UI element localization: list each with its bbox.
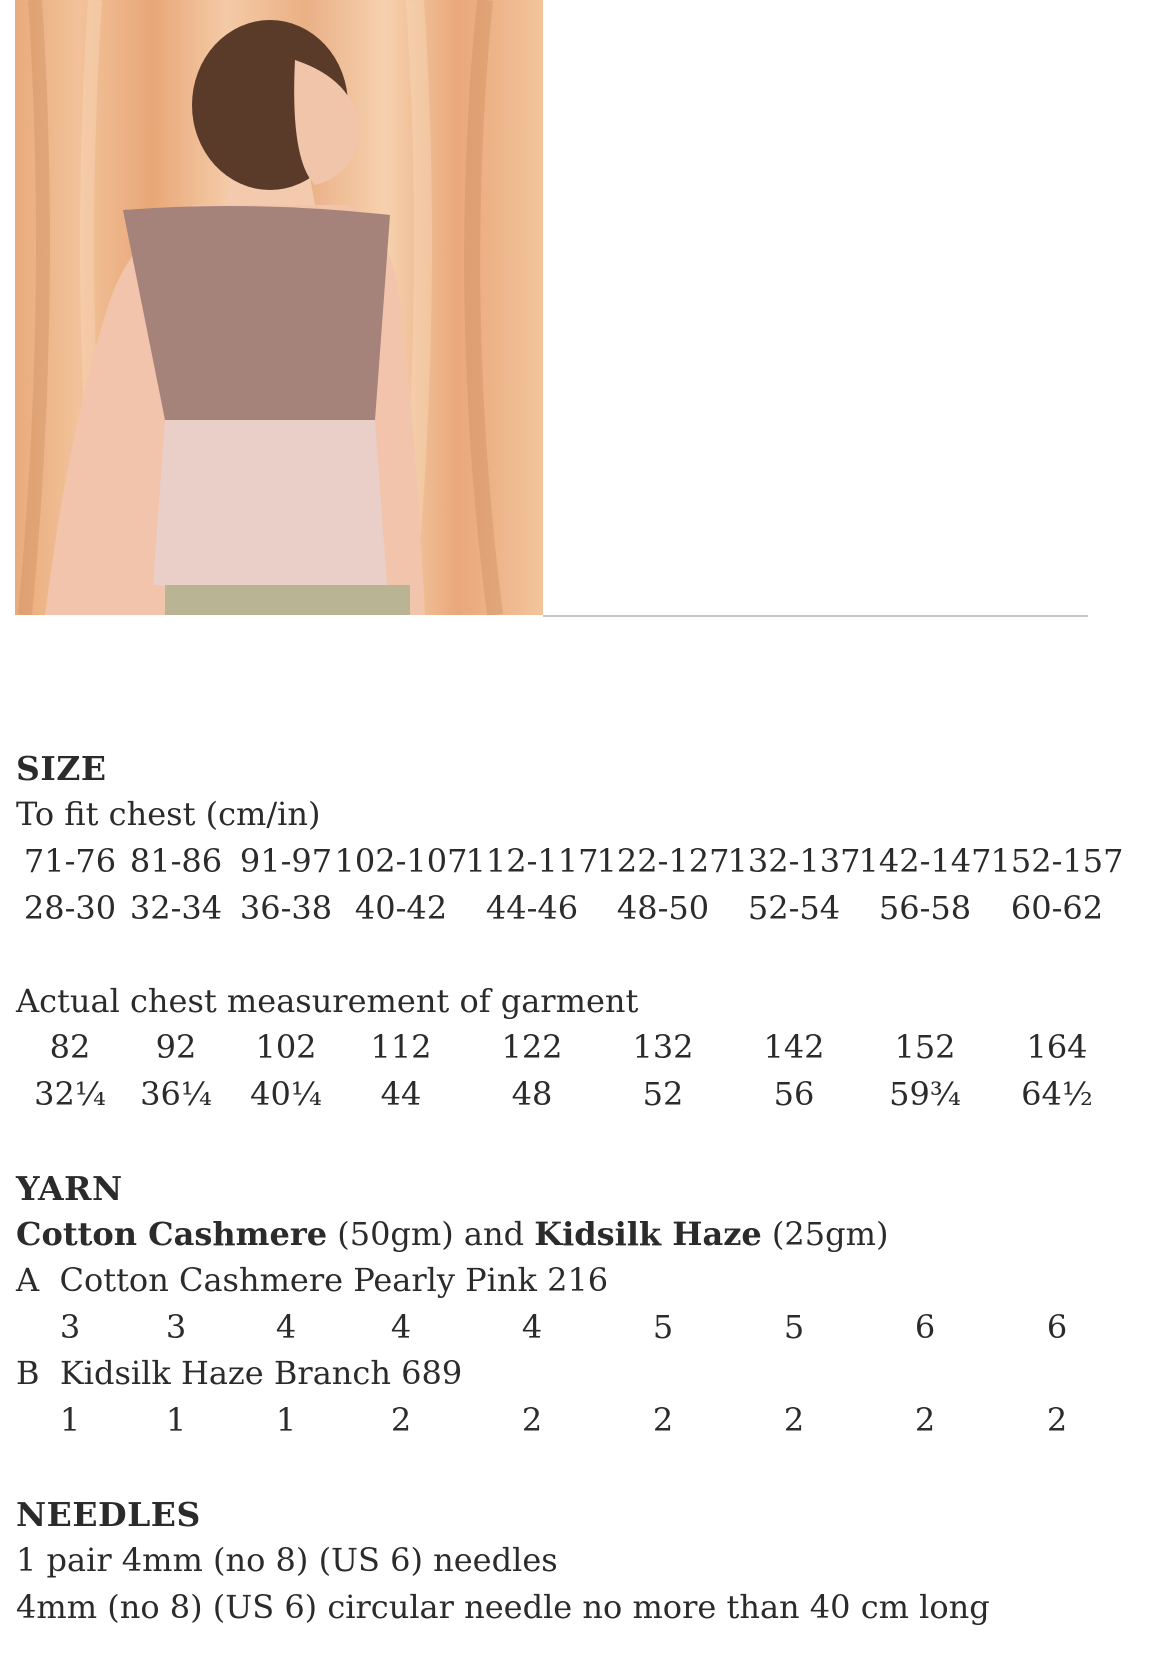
actual-in-9: 64½ xyxy=(1021,1075,1093,1113)
actual-in-2: 36¼ xyxy=(140,1075,212,1113)
actual-in-7: 56 xyxy=(773,1075,815,1113)
size-cm-5: 112-117 xyxy=(465,842,599,880)
actual-in-5: 48 xyxy=(511,1075,553,1113)
face-shape xyxy=(294,60,360,185)
size-cm-7: 132-137 xyxy=(727,842,861,880)
size-heading: SIZE xyxy=(16,749,107,788)
trousers-shape xyxy=(165,585,410,615)
yarn-a-count-7: 5 xyxy=(783,1308,805,1346)
actual-in-3: 40¼ xyxy=(250,1075,322,1113)
yarn-b-count-6: 2 xyxy=(652,1401,674,1439)
size-in-6: 48-50 xyxy=(616,889,710,927)
size-cm-row xyxy=(0,842,1158,885)
needles-line-2: 4mm (no 8) (US 6) circular needle no more than 40 cm long xyxy=(16,1588,990,1626)
to-fit-label: To fit chest (cm/in) xyxy=(16,795,321,833)
actual-cm-row xyxy=(0,1028,1158,1071)
needles-heading: NEEDLES xyxy=(16,1495,201,1534)
actual-in-row xyxy=(0,1075,1158,1118)
size-in-row xyxy=(0,889,1158,932)
actual-cm-9: 164 xyxy=(1026,1028,1088,1066)
yarn-summary xyxy=(16,1215,889,1253)
size-in-1: 28-30 xyxy=(23,889,117,927)
actual-in-1: 32¼ xyxy=(34,1075,106,1113)
actual-cm-5: 122 xyxy=(501,1028,563,1066)
yarn-b-counts-row xyxy=(0,1401,1158,1444)
yarn-b-count-8: 2 xyxy=(914,1401,936,1439)
actual-in-8: 59¾ xyxy=(889,1075,961,1113)
actual-cm-1: 82 xyxy=(49,1028,91,1066)
yarn-b-count-9: 2 xyxy=(1046,1401,1068,1439)
yarn-b-label: B Kidsilk Haze Branch 689 xyxy=(16,1354,463,1392)
actual-cm-6: 132 xyxy=(632,1028,694,1066)
yarn-a-count-3: 4 xyxy=(275,1308,297,1346)
actual-cm-2: 92 xyxy=(155,1028,197,1066)
actual-in-4: 44 xyxy=(380,1075,422,1113)
model-photo xyxy=(15,0,543,615)
size-in-2: 32-34 xyxy=(129,889,223,927)
yarn-b-count-7: 2 xyxy=(783,1401,805,1439)
actual-cm-3: 102 xyxy=(255,1028,317,1066)
yarn-a-label: A Cotton Cashmere Pearly Pink 216 xyxy=(16,1261,609,1299)
size-cm-9: 152-157 xyxy=(990,842,1124,880)
yarn-1-weight: (50gm) and xyxy=(327,1215,535,1253)
size-cm-3: 91-97 xyxy=(239,842,333,880)
actual-cm-8: 152 xyxy=(894,1028,956,1066)
yarn-b-count-3: 1 xyxy=(275,1401,297,1439)
vest-top-panel xyxy=(123,206,390,420)
actual-cm-7: 142 xyxy=(763,1028,825,1066)
yarn-2-name: Kidsilk Haze xyxy=(534,1215,762,1253)
size-cm-4: 102-107 xyxy=(334,842,468,880)
size-cm-8: 142-147 xyxy=(858,842,992,880)
yarn-2-weight: (25gm) xyxy=(761,1215,889,1253)
size-cm-6: 122-127 xyxy=(596,842,730,880)
yarn-a-count-8: 6 xyxy=(914,1308,936,1346)
size-in-9: 60-62 xyxy=(1010,889,1104,927)
size-in-4: 40-42 xyxy=(354,889,448,927)
yarn-a-count-2: 3 xyxy=(165,1308,187,1346)
yarn-a-count-4: 4 xyxy=(390,1308,412,1346)
yarn-a-count-1: 3 xyxy=(59,1308,81,1346)
size-cm-2: 81-86 xyxy=(129,842,223,880)
yarn-b-count-4: 2 xyxy=(390,1401,412,1439)
model-back-view-illustration xyxy=(15,0,543,615)
actual-chest-label: Actual chest measurement of garment xyxy=(16,982,639,1020)
yarn-a-count-5: 4 xyxy=(521,1308,543,1346)
size-in-5: 44-46 xyxy=(485,889,579,927)
yarn-a-count-9: 6 xyxy=(1046,1308,1068,1346)
actual-in-6: 52 xyxy=(642,1075,684,1113)
size-in-7: 52-54 xyxy=(747,889,841,927)
yarn-1-name: Cotton Cashmere xyxy=(16,1215,328,1253)
size-cm-1: 71-76 xyxy=(23,842,117,880)
yarn-a-counts-row xyxy=(0,1308,1158,1351)
size-in-3: 36-38 xyxy=(239,889,333,927)
yarn-b-count-2: 1 xyxy=(165,1401,187,1439)
yarn-a-count-6: 5 xyxy=(652,1308,674,1346)
needles-line-1: 1 pair 4mm (no 8) (US 6) needles xyxy=(16,1541,558,1579)
horizontal-rule xyxy=(543,615,1088,617)
vest-bottom-panel xyxy=(153,420,387,590)
yarn-b-count-1: 1 xyxy=(59,1401,81,1439)
yarn-heading: YARN xyxy=(16,1169,123,1208)
yarn-b-count-5: 2 xyxy=(521,1401,543,1439)
actual-cm-4: 112 xyxy=(370,1028,432,1066)
size-in-8: 56-58 xyxy=(878,889,972,927)
